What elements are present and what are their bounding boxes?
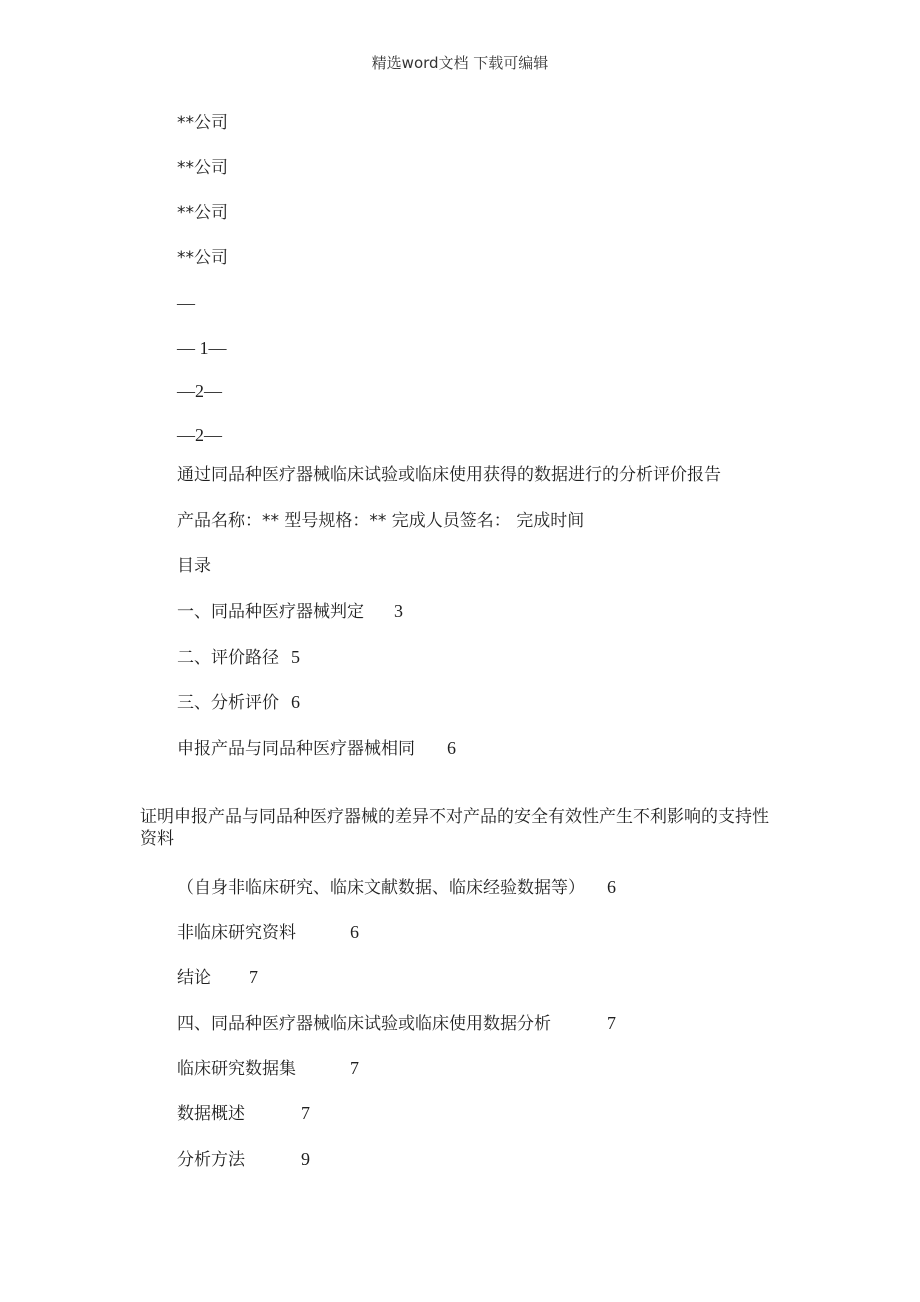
toc-entry[interactable]	[177, 876, 616, 899]
toc-entry-label: 数据概述	[177, 1104, 245, 1124]
toc-entry-page: 6	[291, 692, 300, 712]
page-marker: —2—	[177, 425, 222, 445]
toc-entry[interactable]	[177, 966, 258, 989]
toc-entry-label: 非临床研究资料	[177, 923, 296, 943]
page-marker: —2—	[177, 381, 222, 401]
toc-entry-label: 申报产品与同品种医疗器械相同	[177, 739, 415, 759]
toc-entry[interactable]	[177, 1057, 359, 1080]
toc-entry-page: 7	[607, 1013, 616, 1033]
report-info-line: 产品名称：** 型号规格：** 完成人员签名： 完成时间	[177, 511, 585, 531]
toc-entry-page: 6	[350, 922, 359, 942]
toc-entry-label: 三、分析评价	[177, 693, 279, 713]
toc-entry[interactable]	[177, 600, 403, 623]
toc-entry[interactable]	[177, 691, 300, 714]
company-line: **公司	[177, 203, 228, 223]
toc-entry-page: 3	[394, 601, 403, 621]
toc-entry[interactable]	[177, 737, 456, 760]
toc-entry-page: 7	[350, 1058, 359, 1078]
toc-entry[interactable]	[177, 1148, 310, 1171]
toc-entry-label: 二、评价路径	[177, 648, 279, 668]
toc-entry-label: 临床研究数据集	[177, 1059, 296, 1079]
toc-entry-label: 证明申报产品与同品种医疗器械的差异不对产品的安全有效性产生不利影响的支持性资料	[140, 807, 769, 849]
report-title: 通过同品种医疗器械临床试验或临床使用获得的数据进行的分析评价报告	[177, 465, 721, 485]
company-line: **公司	[177, 248, 228, 268]
toc-heading: 目录	[177, 556, 211, 576]
company-line: **公司	[177, 158, 228, 178]
toc-entry-page: 6	[607, 877, 616, 897]
toc-entry[interactable]	[177, 1012, 616, 1035]
toc-entry-label: 分析方法	[177, 1150, 245, 1170]
toc-entry[interactable]	[177, 1102, 310, 1125]
page-marker: — 1—	[177, 338, 227, 358]
page-marker: —	[177, 293, 195, 313]
toc-entry-label: 四、同品种医疗器械临床试验或临床使用数据分析	[177, 1014, 551, 1034]
toc-entry-page: 9	[301, 1149, 310, 1169]
toc-entry-page: 6	[447, 738, 456, 758]
toc-entry-page: 7	[249, 967, 258, 987]
toc-entry-page: 7	[301, 1103, 310, 1123]
toc-entry-label: 一、同品种医疗器械判定	[177, 602, 364, 622]
toc-entry[interactable]	[177, 646, 300, 669]
toc-entry-label: （自身非临床研究、临床文献数据、临床经验数据等）	[177, 878, 585, 898]
toc-entry[interactable]	[140, 806, 780, 850]
toc-entry-label: 结论	[177, 968, 211, 988]
page-header: 精选word文档 下载可编辑	[371, 54, 549, 72]
company-line: **公司	[177, 113, 228, 133]
toc-entry[interactable]	[177, 921, 359, 944]
toc-entry-page: 5	[291, 647, 300, 667]
